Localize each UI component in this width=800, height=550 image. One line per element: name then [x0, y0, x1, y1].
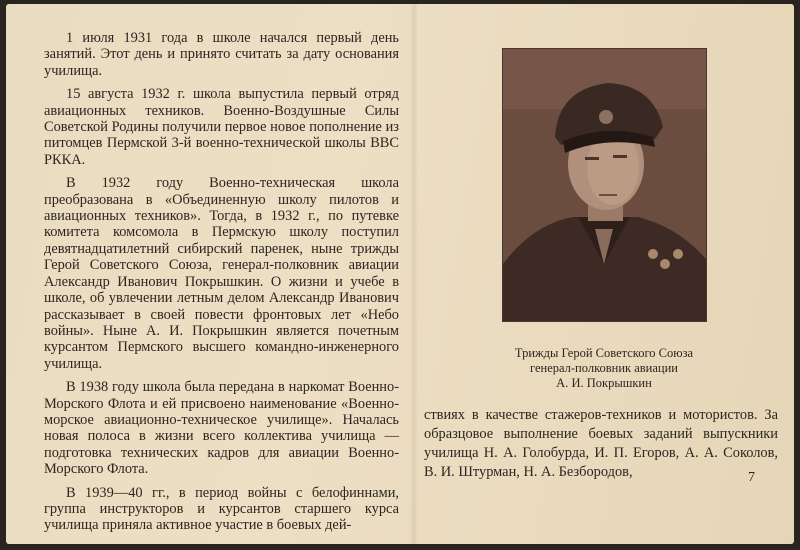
- paragraph-3: В 1932 году Военно-техническая школа преобразована в «Объединенную школу пилотов и авиационных техников». Тогда, в 1932 г., по путевке комитета комсомола в Пермскую школу поступил девятнадцатилетний сибирский паренек, ныне трижды Герой Советского Союза, генерал-полковник авиации Александр Иванович Покрышкин. О жизни и учебе в школе, об увлечении летным делом Александр Иванович рассказывает в своей повести фронтовых лет «Небо войны». Ныне А. И. Покрышкин является почетным курсантом Пермского высшего командно-инженерного училища.: [44, 175, 399, 372]
- page-number: 7: [748, 470, 755, 485]
- paragraph-1: 1 июля 1931 года в школе начался первый день занятий. Этот день и принято считать за дату основания училища.: [44, 30, 399, 79]
- caption-line-3: А. И. Покрышкин: [556, 376, 652, 390]
- paragraph-2: 15 августа 1932 г. школа выпустила первый отряд авиационных техников. Военно-Воздушные Силы Советской Родины получили первое новое пополнение из питомцев Пермской 3-й военно-технической школы ВВС РККА.: [44, 86, 399, 168]
- right-paragraph: ствиях в качестве стажеров-техников и мотористов. За образцовое выполнение боевых заданий выпускники училища Н. А. Голобурда, И. П. Егоров, А. А. Соколов, В. И. Штурман, Н. А. Безбородов,: [424, 407, 778, 480]
- portrait-photo: [502, 48, 707, 322]
- book-page: [6, 4, 794, 544]
- right-text-column: [424, 406, 778, 482]
- page-spine-shadow: [410, 4, 418, 544]
- paragraph-5: В 1939—40 гг., в период войны с белофиннами, группа инструкторов и курсантов старшего курса училища приняла активное участие в боевых дей-: [44, 484, 399, 534]
- photo-caption: [484, 346, 724, 391]
- caption-line-1: Трижды Герой Советского Союза: [514, 346, 694, 360]
- caption-line-2: генерал-полковник авиации: [530, 361, 678, 375]
- portrait-illustration: [503, 49, 706, 321]
- left-text-column: [44, 30, 399, 541]
- paragraph-4: В 1938 году школа была передана в наркомат Военно-Морского Флота и ей присвоено наименование «Военно-морское авиационно-техническое училище». Началась новая полоса в жизни всего коллектива училища — подготовка технических кадров для авиации Военно-Морского Флота.: [44, 379, 399, 478]
